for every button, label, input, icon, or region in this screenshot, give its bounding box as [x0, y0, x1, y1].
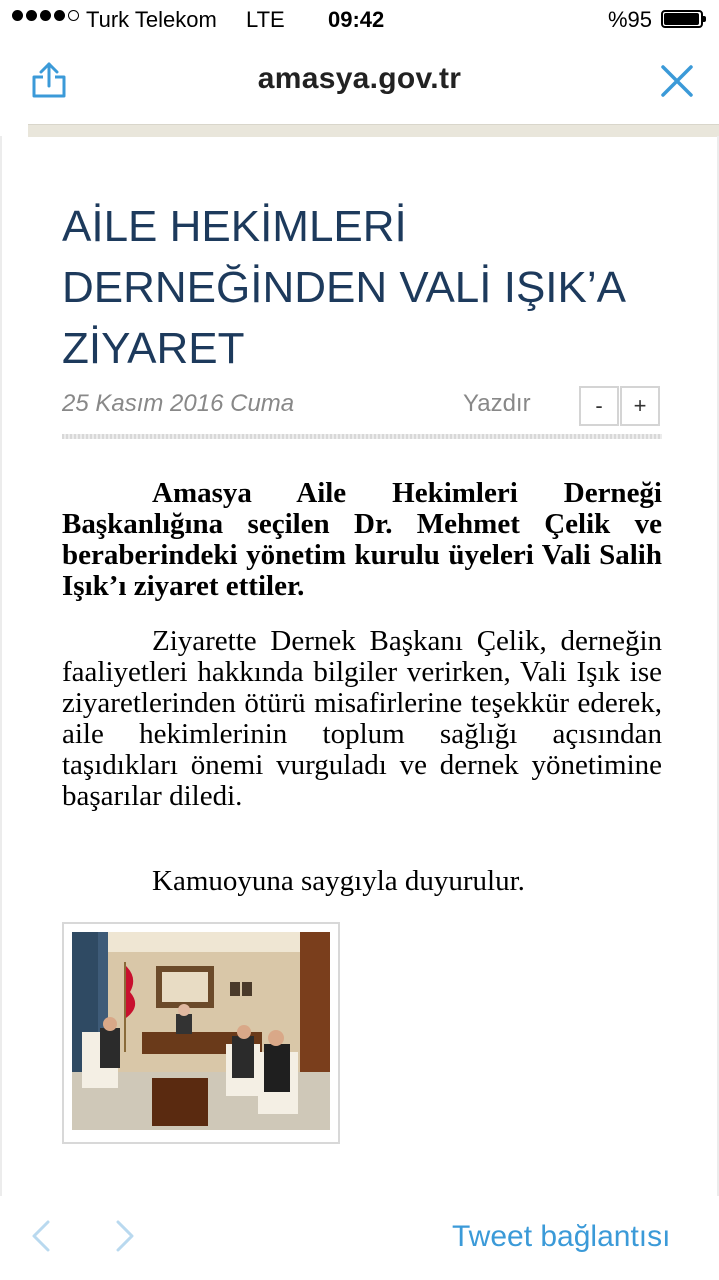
bottom-toolbar: [0, 1196, 719, 1280]
meeting-photo-image: [72, 932, 330, 1130]
font-increase-button[interactable]: +: [620, 386, 660, 426]
meta-divider: [62, 434, 662, 439]
tweet-link-button[interactable]: Tweet bağlantısı: [452, 1220, 671, 1253]
close-icon[interactable]: [658, 62, 696, 100]
article-closing: Kamuoyuna saygıyla duyurulur.: [152, 865, 525, 897]
network-type: LTE: [246, 7, 285, 32]
carrier-name: Turk Telekom: [86, 7, 217, 32]
battery-icon: [661, 10, 703, 28]
article-content: [0, 136, 719, 1196]
browser-header: [0, 40, 719, 124]
article-photo[interactable]: [62, 922, 340, 1144]
chevron-left-icon[interactable]: [28, 1218, 52, 1254]
status-time: 09:42: [328, 7, 385, 32]
article-date: 25 Kasım 2016 Cuma: [62, 390, 295, 417]
font-decrease-button[interactable]: -: [579, 386, 619, 426]
print-link[interactable]: Yazdır: [463, 390, 531, 417]
article-title: AİLE HEKİMLERİ DERNEĞİNDEN VALİ IŞIK’A ZİYARET: [62, 202, 624, 373]
article-lead: Amasya Aile Hekimleri Derneği Başkanlığına seçilen Dr. Mehmet Çelik ve beraberindeki yönetim kurulu üyeleri Vali Salih Işık’ı ziyaret ettiler.: [62, 477, 662, 602]
page-domain: amasya.gov.tr: [257, 62, 462, 95]
status-bar: [0, 0, 719, 40]
battery-percentage: %95: [608, 7, 653, 32]
chevron-right-icon[interactable]: [114, 1218, 138, 1254]
article-body: Ziyarette Dernek Başkanı Çelik, derneğin faaliyetleri hakkında bilgiler verirken, Vali Işık ise ziyaretlerinden ötürü misafirlerine teşekkür ederek, aile hekimlerinin toplum sağlığı açısından taşıdıkları önemi vurguladı ve dernek yönetimine başarılar diledi.: [62, 625, 662, 812]
signal-strength-icon: [12, 10, 79, 21]
